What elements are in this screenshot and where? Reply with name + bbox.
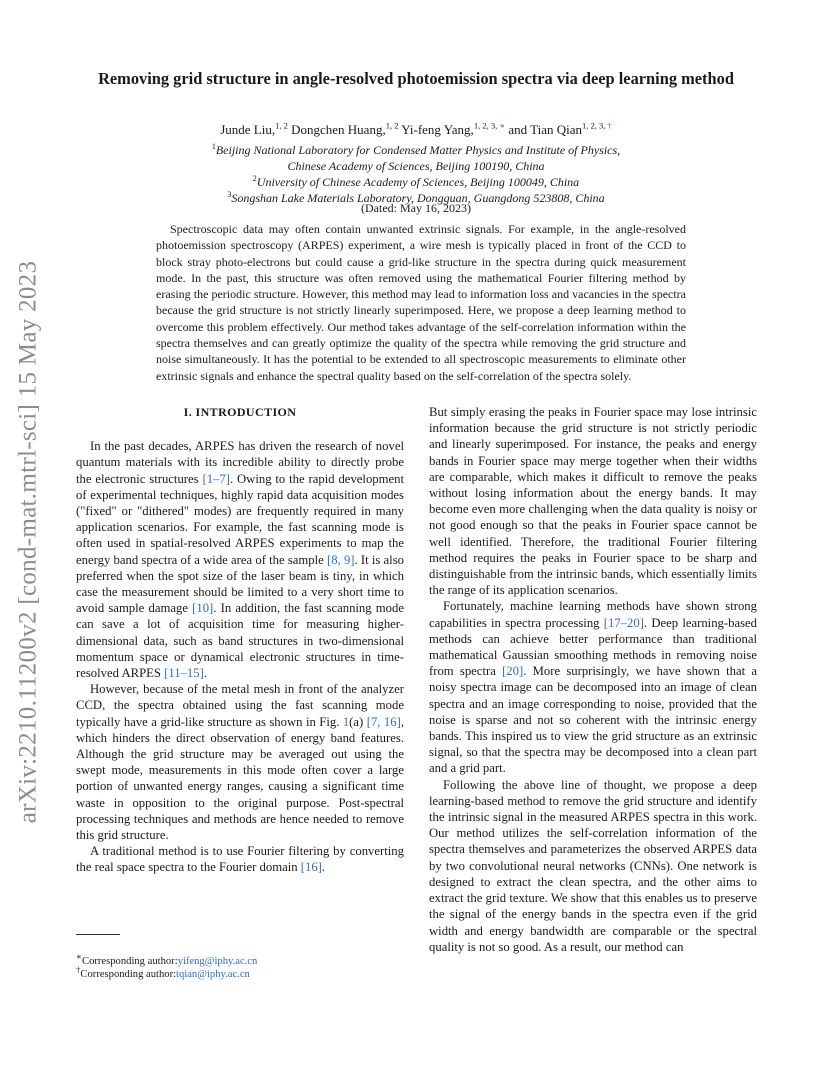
dated-line: (Dated: May 16, 2023) (361, 201, 471, 215)
affiliations (70, 142, 762, 206)
right-column (429, 404, 757, 955)
paragraph: In the past decades, ARPES has driven the research of novel quantum materials with its incredible ability to directly probe the electronic structures [1–7]. Owing to the rapid development of experimental techniques, highly rapid data acquisition modes ("fixed" or "dithered" modes) are frequently required in many application scenarios. For example, the fast scanning mode is often used in spatial-resolved ARPES experiments to map the energy band spectra of a wide area of the sample [8, 9]. It is also preferred when the spot size of the laser beam is tiny, in which case the measurement should be limited to a very short time to avoid sample damage [10]. In addition, the fast scanning mode can save a lot of acquisition time for measuring higher-dimensional data, such as band structures in two-dimensional momentum space or dynamical electronic structures in time-resolved ARPES [11–15]. (76, 439, 404, 681)
citation-link[interactable]: [17–20] (603, 615, 644, 630)
author-affil-sup: 1, 2 (385, 120, 399, 131)
author-name: and Tian Qian (505, 122, 583, 137)
citation-link[interactable]: [10] (192, 601, 214, 616)
paragraph: A traditional method is to use Fourier filtering by converting the real space spectra to the Fourier domain [16]. (76, 844, 404, 875)
author-affil-sup: 1, 2, 3, (473, 120, 498, 131)
citation-link[interactable]: [7, 16] (366, 714, 401, 729)
footnote-link-star[interactable]: ∗ (497, 120, 506, 131)
citation-link[interactable]: [1–7] (202, 471, 230, 486)
footnote: ∗Corresponding author:yifeng@iphy.ac.cn (76, 951, 258, 967)
citation-link[interactable]: [11–15] (164, 666, 204, 681)
citation-link[interactable]: [16] (300, 860, 322, 875)
author-list (70, 121, 762, 138)
footnote: †Corresponding author:tqian@iphy.ac.cn (76, 964, 250, 980)
paragraph: However, because of the metal mesh in front of the analyzer CCD, the spectra obtained using the fast scanning mode typically have a grid-like structure as shown in Fig. 1(a) [7, 16], which hinders the direct observation of energy band features. Although the grid structure may be averaged out using the swept mode, measurements in this mode often cover a large portion of unwanted energy ranges, causing a significant time waste in opposition to the original purpose. Post-spectral processing techniques and methods are hence needed to remove this grid structure. (76, 682, 404, 843)
section-heading: I. INTRODUCTION (183, 405, 297, 419)
paragraph: Fortunately, machine learning methods have shown strong capabilities in spectra processing [17–20]. Deep learning-based methods can achieve better performance than traditional mathematical Gaussian smoothing methods in removing noise from spectra [20]. More surprisingly, we have shown that a noisy spectra image can be decomposed into an image of clean spectra and an image corresponding to noise, provided that the noise is sparse and not so coherent with the intrinsic energy bands. This inspired us to view the grid structure as an extrinsic signal, so that the spectra may be decomposed into a clean part and a grid part. (429, 599, 757, 776)
author-name: Yi-feng Yang, (398, 122, 474, 137)
affiliation-line: $^1$Beijing National Laboratory for Condensed Matter Physics and Institute of Physics, (211, 142, 621, 157)
email-link[interactable]: yifeng@iphy.ac.cn (177, 956, 258, 967)
affiliation-line: $^3$Songshan Lake Materials Laboratory, Dongguan, Guangdong 523808, China (227, 190, 605, 205)
paper-title: Removing grid structure in angle-resolved photoemission spectra via deep learning method (98, 69, 734, 88)
citation-link[interactable]: [20] (502, 664, 524, 679)
footnote-divider (76, 934, 120, 935)
citation-link[interactable]: [8, 9] (327, 552, 355, 567)
footnote-link-dagger[interactable]: † (605, 120, 612, 131)
figure-link[interactable]: 1 (342, 714, 350, 729)
abstract: Spectroscopic data may often contain unwanted extrinsic signals. For example, in the angle-resolved photoemission spectroscopy (ARPES) experiment, a wire mesh is typically placed in front of the CCD to block stray photo-electrons but could cause a grid-like structure in the spectra during quick measurement mode. In the past, this structure was often removed using the mathematical Fourier filtering method by erasing the periodic structure. However, this method may lead to information loss and vacancies in the spectra because the grid structure is not strictly linearly superimposed. Here, we propose a deep learning method to overcome this problem effectively. Our method takes advantage of the self-correlation information within the spectra themselves and can greatly optimize the quality of the spectra while removing the grid structure and noise simultaneously. It has the potential to be extended to all spectroscopic measurements to eliminate other extrinsic signals and enhance the spectral quality based on the self-correlation of the spectra solely. (156, 222, 686, 383)
author-affil-sup: 1, 2 (275, 120, 288, 131)
paragraph: But simply erasing the peaks in Fourier space may lose intrinsic information because the grid structure is not strictly periodic and linearly superimposed. For instance, the peaks and energy bands in Fourier space may merge together when their widths are comparable, which makes it difficult to remove the peaks without losing information about the energy bands. It may become even more challenging when the data quality is noisy or not good enough so that the peaks in Fourier space cannot be well identified. Therefore, the traditional Fourier filtering method requires the peaks in Fourier space to be sharp and distinguishable from the intrinsic bands, which essentially limits the range of its application scenarios. (429, 405, 757, 598)
affiliation-line: $^2$University of Chinese Academy of Sciences, Beijing 100049, China (252, 174, 580, 189)
email-link[interactable]: tqian@iphy.ac.cn (176, 969, 250, 980)
left-column (76, 404, 404, 876)
arxiv-stamp (8, 232, 48, 852)
footnotes (76, 951, 406, 981)
affiliation-line: Chinese Academy of Sciences, Beijing 100190, China (287, 159, 545, 173)
paragraph: Following the above line of thought, we propose a deep learning-based method to remove the grid structure and identify the intrinsic signal in the measured ARPES spectra in this work. Our method utilizes the self-correlation information of the spectra themselves and parameterizes the observed ARPES data by two convolutional neural networks (CNNs). One network is designed to extract the clean spectra, and the other aims to extract the grid texture. We show that this enables us to preserve the signal of the energy bands in the spectra even if the grid width and energy bandwidth are comparable or the spectral quality is not so good. As a result, our method can (429, 777, 757, 954)
author-affil-sup: 1, 2, 3, (582, 120, 606, 131)
author-name: Dongchen Huang, (287, 122, 386, 137)
author-name: Junde Liu, (220, 122, 276, 137)
arxiv-identifier[interactable]: arXiv:2210.11200v2 [cond-mat.mtrl-sci] 15 May 2023 (14, 260, 41, 824)
